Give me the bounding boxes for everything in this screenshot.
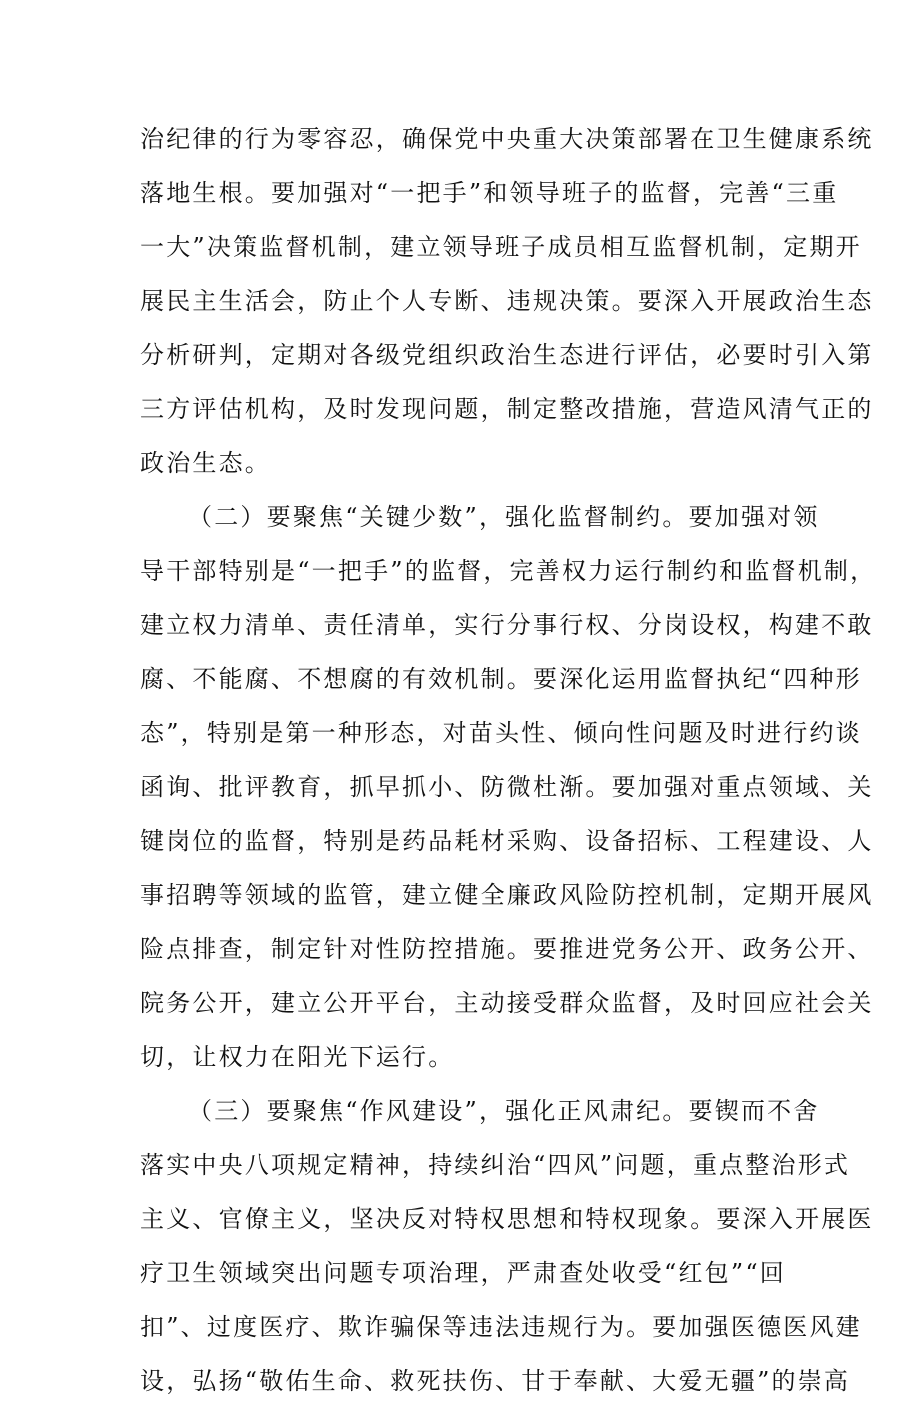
text-line: 落地生根。要加强对“一把手”和领导班子的监督，完善“三重	[140, 179, 839, 207]
text-line: 建立权力清单、责任清单，实行分事行权、分岗设权，构建不敢	[140, 611, 874, 639]
text-line: 一大”决策监督机制，建立领导班子成员相互监督机制，定期开	[140, 233, 862, 261]
text-line: 扣”、过度医疗、欺诈骗保等违法违规行为。要加强医德医风建	[140, 1313, 862, 1341]
text-line: 展民主生活会，防止个人专断、违规决策。要深入开展政治生态	[140, 287, 874, 315]
text-line: 分析研判，定期对各级党组织政治生态进行评估，必要时引入第	[140, 341, 874, 369]
text-line: 切，让权力在阳光下运行。	[140, 1043, 455, 1071]
text-line: 院务公开，建立公开平台，主动接受群众监督，及时回应社会关	[140, 989, 874, 1017]
text-line: 险点排查，制定针对性防控措施。要推进党务公开、政务公开、	[140, 935, 874, 963]
text-line: 三方评估机构，及时发现问题，制定整改措施，营造风清气正的	[140, 395, 874, 423]
text-line: 治纪律的行为零容忍，确保党中央重大决策部署在卫生健康系统	[140, 125, 874, 153]
text-line: 落实中央八项规定精神，持续纠治“四风”问题，重点整治形式	[140, 1151, 851, 1179]
text-line: 疗卫生领域突出问题专项治理，严肃查处收受“红包”“回	[140, 1259, 787, 1287]
text-line: 设，弘扬“敬佑生命、救死扶伤、甘于奉献、大爱无疆”的崇高	[140, 1367, 851, 1395]
body-text	[140, 112, 877, 1408]
text-line: 函询、批评教育，抓早抓小、防微杜渐。要加强对重点领域、关	[140, 773, 874, 801]
text-line: 政治生态。	[140, 449, 271, 477]
text-line: 主义、官僚主义，坚决反对特权思想和特权现象。要深入开展医	[140, 1205, 874, 1233]
text-line: 事招聘等领域的监管，建立健全廉政风险防控机制，定期开展风	[140, 881, 874, 909]
section-heading-line: （三）要聚焦“作风建设”，强化正风肃纪。要锲而不舍	[188, 1097, 820, 1125]
text-line: 导干部特别是“一把手”的监督，完善权力运行制约和监督机制，	[140, 557, 877, 585]
text-line: 态”，特别是第一种形态，对苗头性、倾向性问题及时进行约谈	[140, 719, 862, 747]
section-heading-line: （二）要聚焦“关键少数”，强化监督制约。要加强对领	[188, 503, 820, 531]
text-line: 腐、不能腐、不想腐的有效机制。要深化运用监督执纪“四种形	[140, 665, 862, 693]
text-line: 键岗位的监督，特别是药品耗材采购、设备招标、工程建设、人	[140, 827, 874, 855]
